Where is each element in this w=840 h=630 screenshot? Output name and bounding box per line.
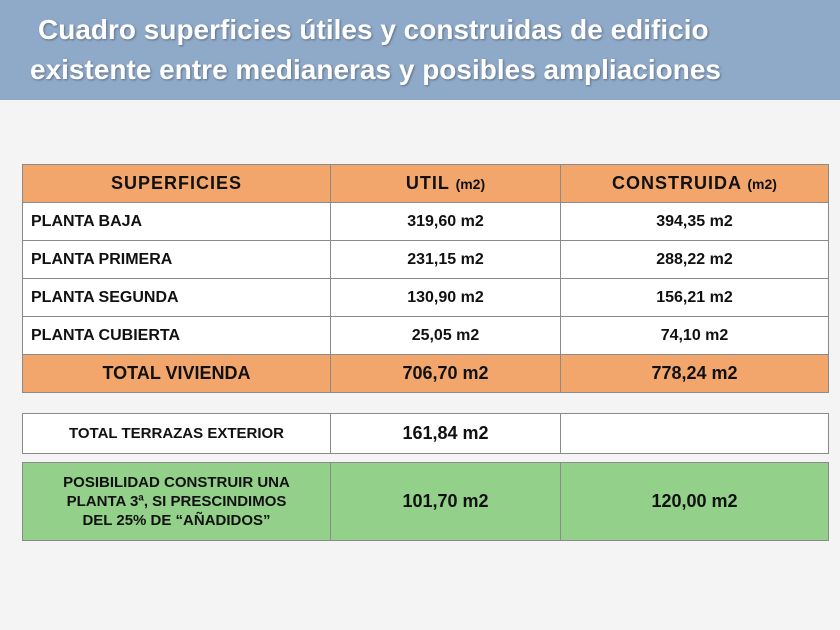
row-util: 25,05 m2 — [331, 317, 561, 355]
row-construida: 74,10 m2 — [561, 317, 829, 355]
terrazas-util: 161,84 m2 — [331, 414, 561, 454]
row-label: PLANTA PRIMERA — [23, 241, 331, 279]
table-row — [23, 203, 829, 241]
total-label: TOTAL VIVIENDA — [23, 355, 331, 393]
row-util: 231,15 m2 — [331, 241, 561, 279]
table-row — [23, 279, 829, 317]
total-construida: 778,24 m2 — [561, 355, 829, 393]
row-util: 319,60 m2 — [331, 203, 561, 241]
ampliacion-label-line: PLANTA 3ª, SI PRESCINDIMOS — [66, 493, 287, 510]
surfaces-table — [22, 164, 829, 393]
title-line-2: existente entre medianeras y posibles ampliaciones — [30, 54, 721, 85]
table-row — [23, 241, 829, 279]
title-line-1: Cuadro superficies útiles y construidas de edificio — [38, 14, 709, 45]
title-banner — [0, 0, 840, 100]
row-construida: 394,35 m2 — [561, 203, 829, 241]
terrazas-row — [23, 414, 829, 454]
row-construida: 288,22 m2 — [561, 241, 829, 279]
header-construida — [561, 165, 829, 203]
terrazas-construida — [561, 414, 829, 454]
ampliacion-util: 101,70 m2 — [331, 463, 561, 541]
terrazas-label: TOTAL TERRAZAS EXTERIOR — [23, 414, 331, 454]
header-superficies: SUPERFICIES — [23, 165, 331, 203]
terrazas-table — [22, 413, 829, 454]
header-construida-unit: (m2) — [747, 176, 777, 192]
header-util-label: UTIL — [405, 173, 450, 193]
ampliacion-construida: 120,00 m2 — [561, 463, 829, 541]
ampliacion-label-line: DEL 25% DE “AÑADIDOS” — [82, 512, 271, 529]
ampliacion-row — [23, 463, 829, 541]
header-util — [331, 165, 561, 203]
row-construida: 156,21 m2 — [561, 279, 829, 317]
header-construida-label: CONSTRUIDA — [612, 173, 742, 193]
table-header-row — [23, 165, 829, 203]
row-label: PLANTA SEGUNDA — [23, 279, 331, 317]
header-util-unit: (m2) — [455, 176, 486, 192]
total-util: 706,70 m2 — [331, 355, 561, 393]
ampliacion-table — [22, 462, 829, 541]
total-row — [23, 355, 829, 393]
ampliacion-label — [23, 463, 331, 541]
row-label: PLANTA CUBIERTA — [23, 317, 331, 355]
row-util: 130,90 m2 — [331, 279, 561, 317]
ampliacion-label-line: POSIBILIDAD CONSTRUIR UNA — [63, 474, 290, 491]
row-label: PLANTA BAJA — [23, 203, 331, 241]
table-row — [23, 317, 829, 355]
